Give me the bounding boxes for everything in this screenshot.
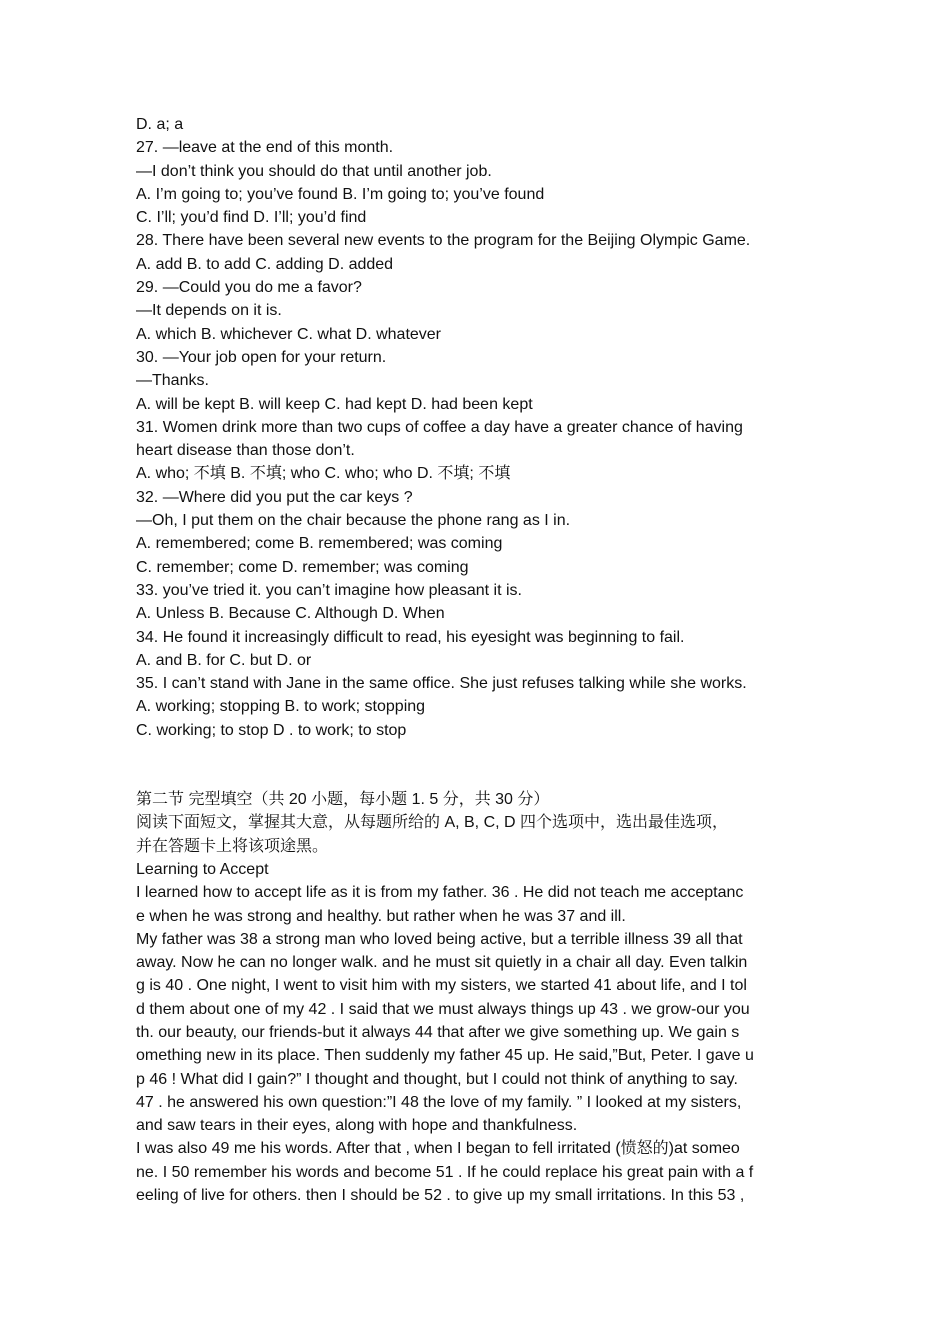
question-27-options-ab: A. I’m going to; you’ve found B. I’m going to; you’ve found xyxy=(136,185,545,203)
question-32-options-ab: A. remembered; come B. remembered; was coming xyxy=(136,535,503,553)
cloze-section xyxy=(136,788,826,1207)
question-29: 29. —Could you do me a favor? xyxy=(136,279,362,297)
question-35-options-ab: A. working; stopping B. to work; stopping xyxy=(136,698,426,716)
passage-line: and saw tears in their eyes, along with hope and thankfulness. xyxy=(136,1117,578,1135)
passage-line: 47 . he answered his own question:”I 48 the love of my family. ” I looked at my sisters, xyxy=(136,1093,742,1111)
question-30: 30. —Your job open for your return. xyxy=(136,348,387,366)
passage-line: e when he was strong and healthy. but rather when he was 37 and ill. xyxy=(136,907,626,925)
question-30-response: —Thanks. xyxy=(136,372,209,390)
question-33: 33. you’ve tried it. you can’t imagine how pleasant it is. xyxy=(136,581,522,599)
passage-line: I was also 49 me his words. After that , when I began to fell irritated (愤怒的)at someo xyxy=(136,1140,740,1158)
question-34-options: A. and B. for C. but D. or xyxy=(136,651,312,669)
passage-line: away. Now he can no longer walk. and he must sit quietly in a chair all day. Even talkin xyxy=(136,954,748,972)
section-instruction: 阅读下面短文，掌握其大意，从每题所给的 A, B, C, D 四个选项中，选出最佳选项， xyxy=(136,814,729,832)
question-32: 32. —Where did you put the car keys ? xyxy=(136,488,413,506)
question-35: 35. I can’t stand with Jane in the same office. She just refuses talking while she works. xyxy=(136,675,747,693)
question-33-options: A. Unless B. Because C. Although D. When xyxy=(136,605,445,623)
question-31-continued: heart disease than those don’t. xyxy=(136,442,355,460)
question-29-options: A. which B. whichever C. what D. whatever xyxy=(136,325,442,343)
question-28-options: A. add B. to add C. adding D. added xyxy=(136,255,394,273)
passage-body xyxy=(136,881,826,1207)
question-31: 31. Women drink more than two cups of coffee a day have a greater chance of having xyxy=(136,418,743,436)
question-27: 27. —leave at the end of this month. xyxy=(136,139,394,157)
section-spacer xyxy=(136,742,826,788)
question-27-response: —I don’t think you should do that until another job. xyxy=(136,162,492,180)
document-page xyxy=(136,113,826,1207)
question-32-options-cd: C. remember; come D. remember; was coming xyxy=(136,558,469,576)
answer-option-line: D. a; a xyxy=(136,116,184,133)
question-27-options-cd: C. I’ll; you’d find D. I’ll; you’d find xyxy=(136,209,367,227)
section-instruction-continued: 并在答题卡上将该项途黑。 xyxy=(136,837,329,855)
question-34: 34. He found it increasingly difficult to read, his eyesight was beginning to fail. xyxy=(136,628,685,646)
passage-line: d them about one of my 42 . I said that we must always things up 43 . we grow-our you xyxy=(136,1000,750,1018)
section-heading: 第二节 完型填空（共 20 小题，每小题 1. 5 分，共 30 分） xyxy=(136,791,550,809)
passage-line: My father was 38 a strong man who loved being active, but a terrible illness 39 all that xyxy=(136,930,743,948)
passage-line: th. our beauty, our friends-but it always 44 that after we give something up. We gain s xyxy=(136,1023,740,1041)
passage-line: g is 40 . One night, I went to visit him with my sisters, we started 41 about life, and I tol xyxy=(136,977,747,995)
passage-title: Learning to Accept xyxy=(136,860,269,878)
passage-line: I learned how to accept life as it is from my father. 36 . He did not teach me acceptanc xyxy=(136,884,744,902)
questions-block xyxy=(136,113,826,742)
question-32-response: —Oh, I put them on the chair because the phone rang as I in. xyxy=(136,512,571,530)
question-28: 28. There have been several new events to the program for the Beijing Olympic Game. xyxy=(136,232,751,250)
question-31-options: A. who; 不填 B. 不填; who C. who; who D. 不填; 不填 xyxy=(136,465,511,483)
passage-line: p 46 ! What did I gain?” I thought and thought, but I could not think of anything to say. xyxy=(136,1070,738,1088)
question-29-response: —It depends on it is. xyxy=(136,302,282,320)
passage-line: eeling of live for others. then I should be 52 . to give up my small irritations. In this 53 , xyxy=(136,1187,745,1205)
passage-line: omething new in its place. Then suddenly my father 45 up. He said,”But, Peter. I gave u xyxy=(136,1047,754,1065)
question-35-options-cd: C. working; to stop D . to work; to stop xyxy=(136,721,407,739)
question-30-options: A. will be kept B. will keep C. had kept D. had been kept xyxy=(136,395,533,413)
passage-line: ne. I 50 remember his words and become 51 . If he could replace his great pain with a f xyxy=(136,1163,754,1181)
